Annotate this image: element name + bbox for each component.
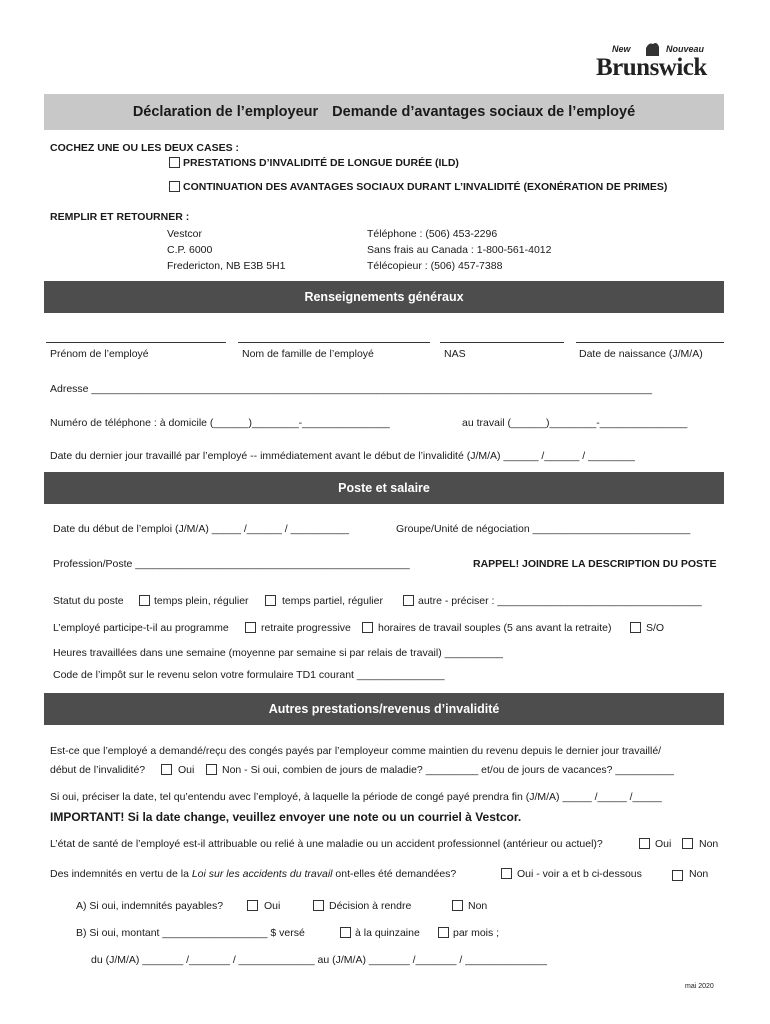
q4-prefix: Des indemnités en vertu de la — [50, 868, 189, 880]
a-yes-checkbox[interactable] — [247, 900, 258, 911]
group-field[interactable]: Groupe/Unité de négociation ___________________________ — [396, 523, 691, 535]
ltd-label: PRESTATIONS D’INVALIDITÉ DE LONGUE DURÉE (ILD) — [183, 157, 459, 169]
a-no-label: Non — [468, 900, 488, 912]
logo-new: New — [612, 44, 631, 54]
a-label: A) Si oui, indemnités payables? — [76, 900, 224, 912]
waiver-label: CONTINUATION DES AVANTAGES SOCIAUX DURANT L’INVALIDITÉ (EXONÉRATION DE PRIMES) — [183, 181, 668, 193]
last-day-field[interactable]: Date du dernier jour travaillé par l’employé -- immédiatement avant le début de l’invalidité (J/M/A) ______ /______ / ________ — [50, 450, 635, 462]
waiver-checkbox[interactable] — [169, 181, 180, 192]
q4-no-checkbox[interactable] — [672, 870, 683, 881]
position-band — [44, 472, 724, 504]
work-phone-field[interactable]: au travail (______)________-_______________ — [462, 417, 688, 429]
q1-no-checkbox[interactable] — [206, 764, 217, 775]
last-name-label: Nom de famille de l’employé — [242, 348, 374, 360]
sin-label: NAS — [444, 348, 466, 360]
q4-suffix: ont-elles été demandées? — [335, 868, 457, 880]
return-label: REMPLIR ET RETOURNER : — [50, 211, 190, 223]
q4-text — [50, 868, 456, 881]
home-phone-field[interactable]: Numéro de téléphone : à domicile (______)________-_______________ — [50, 417, 390, 429]
q1-prefix: début de l’invalidité? — [50, 764, 146, 776]
important-note: IMPORTANT! Si la date change, veuillez envoyer une note ou un courriel à Vestcor. — [50, 810, 522, 824]
b-amount-field[interactable]: B) Si oui, montant __________________ $ versé — [76, 927, 305, 939]
position-header: Poste et salaire — [338, 481, 430, 495]
status-other-field[interactable]: autre - préciser : ___________________________________ — [418, 595, 702, 607]
q4-yes-checkbox[interactable] — [501, 868, 512, 879]
q2-field[interactable]: Si oui, préciser la date, tel qu’entendu avec l’employé, à laquelle la période de congé payé prendra fin (J/M/A) _____ /_____ /_____ — [50, 791, 662, 803]
q1-rest[interactable]: Non - Si oui, combien de jours de maladie? _________ et/ou de jours de vacances? __________ — [222, 764, 674, 776]
program-label: L’employé participe-t-il au programme — [53, 622, 229, 634]
return-tollfree: Sans frais au Canada : 1-800-561-4012 — [367, 244, 552, 256]
sin-field[interactable] — [440, 342, 564, 343]
b-monthly-checkbox[interactable] — [438, 927, 449, 938]
nb-logo — [590, 40, 720, 88]
return-addr3: Fredericton, NB E3B 5H1 — [167, 260, 286, 272]
q3-yes-label: Oui — [655, 838, 672, 850]
status-pt-checkbox[interactable] — [265, 595, 276, 606]
q4-no-label: Non — [689, 868, 709, 880]
q3-no-checkbox[interactable] — [682, 838, 693, 849]
program-flex-label: horaires de travail souples (5 ans avant la retraite) — [378, 622, 612, 634]
profession-field[interactable]: Profession/Poste _______________________________________________ — [53, 558, 410, 570]
q3-text: L’état de santé de l’employé est-il attribuable ou relié à une maladie ou un accident professionnel (antérieur ou actuel)? — [50, 838, 603, 850]
return-addr2: C.P. 6000 — [167, 244, 213, 256]
other-band — [44, 693, 724, 725]
logo-brunswick: Brunswick — [596, 54, 707, 81]
logo-nouveau: Nouveau — [666, 44, 705, 54]
program-na-checkbox[interactable] — [630, 622, 641, 633]
address-field[interactable]: Adresse ________________________________________________________________________________________________ — [50, 383, 653, 395]
hours-field[interactable]: Heures travaillées dans une semaine (moyenne par semaine si par relais de travail) __________ — [53, 647, 504, 659]
return-phone: Téléphone : (506) 453-2296 — [367, 228, 498, 240]
q3-no-label: Non — [699, 838, 719, 850]
q1-yes-label: Oui — [178, 764, 195, 776]
b-biweekly-checkbox[interactable] — [340, 927, 351, 938]
dob-field[interactable] — [576, 342, 724, 343]
general-header: Renseignements généraux — [304, 290, 464, 304]
program-flex-checkbox[interactable] — [362, 622, 373, 633]
status-pt-label: temps partiel, régulier — [282, 595, 383, 607]
footer-date: mai 2020 — [685, 983, 714, 990]
start-date-field[interactable]: Date du début de l’emploi (J/M/A) _____ /______ / __________ — [53, 523, 349, 535]
program-retire-label: retraite progressive — [261, 622, 351, 634]
q4-act: Loi sur les accidents du travail — [191, 868, 333, 880]
return-addr1: Vestcor — [167, 228, 203, 240]
reminder-text: RAPPEL! JOINDRE LA DESCRIPTION DU POSTE — [473, 558, 717, 570]
a-no-checkbox[interactable] — [452, 900, 463, 911]
ltd-checkbox[interactable] — [169, 157, 180, 168]
b-biweekly-label: à la quinzaine — [355, 927, 420, 939]
q1-yes-checkbox[interactable] — [161, 764, 172, 775]
status-label: Statut du poste — [53, 595, 124, 607]
return-fax: Télécopieur : (506) 457-7388 — [367, 260, 503, 272]
last-name-field[interactable] — [238, 342, 430, 343]
program-na-label: S/O — [646, 622, 665, 634]
dob-label: Date de naissance (J/M/A) — [579, 348, 703, 360]
status-ft-checkbox[interactable] — [139, 595, 150, 606]
period-field[interactable]: du (J/M/A) _______ /_______ / _____________ au (J/M/A) _______ /_______ / ______________ — [91, 954, 547, 966]
a-pending-checkbox[interactable] — [313, 900, 324, 911]
a-yes-label: Oui — [264, 900, 281, 912]
a-pending-label: Décision à rendre — [329, 900, 412, 912]
status-other-checkbox[interactable] — [403, 595, 414, 606]
tax-code-field[interactable]: Code de l’impôt sur le revenu selon votre formulaire TD1 courant _______________ — [53, 669, 445, 681]
other-header: Autres prestations/revenus d’invalidité — [268, 702, 500, 716]
q1-line1: Est-ce que l’employé a demandé/reçu des congés payés par l’employeur comme maintien du revenu depuis le dernier jour travaillé/ — [50, 745, 662, 757]
title-right: Demande d’avantages sociaux de l’employé — [332, 104, 636, 120]
general-band — [44, 281, 724, 313]
first-name-field[interactable] — [46, 342, 226, 343]
status-ft-label: temps plein, régulier — [154, 595, 249, 607]
q4-yes-label: Oui - voir a et b ci-dessous — [517, 868, 642, 880]
b-monthly-label: par mois ; — [453, 927, 500, 939]
title-band — [44, 94, 724, 130]
check-both-label: COCHEZ UNE OU LES DEUX CASES : — [50, 142, 240, 154]
first-name-label: Prénom de l’employé — [50, 348, 149, 360]
title-left: Déclaration de l’employeur — [132, 104, 319, 120]
program-retire-checkbox[interactable] — [245, 622, 256, 633]
q3-yes-checkbox[interactable] — [639, 838, 650, 849]
